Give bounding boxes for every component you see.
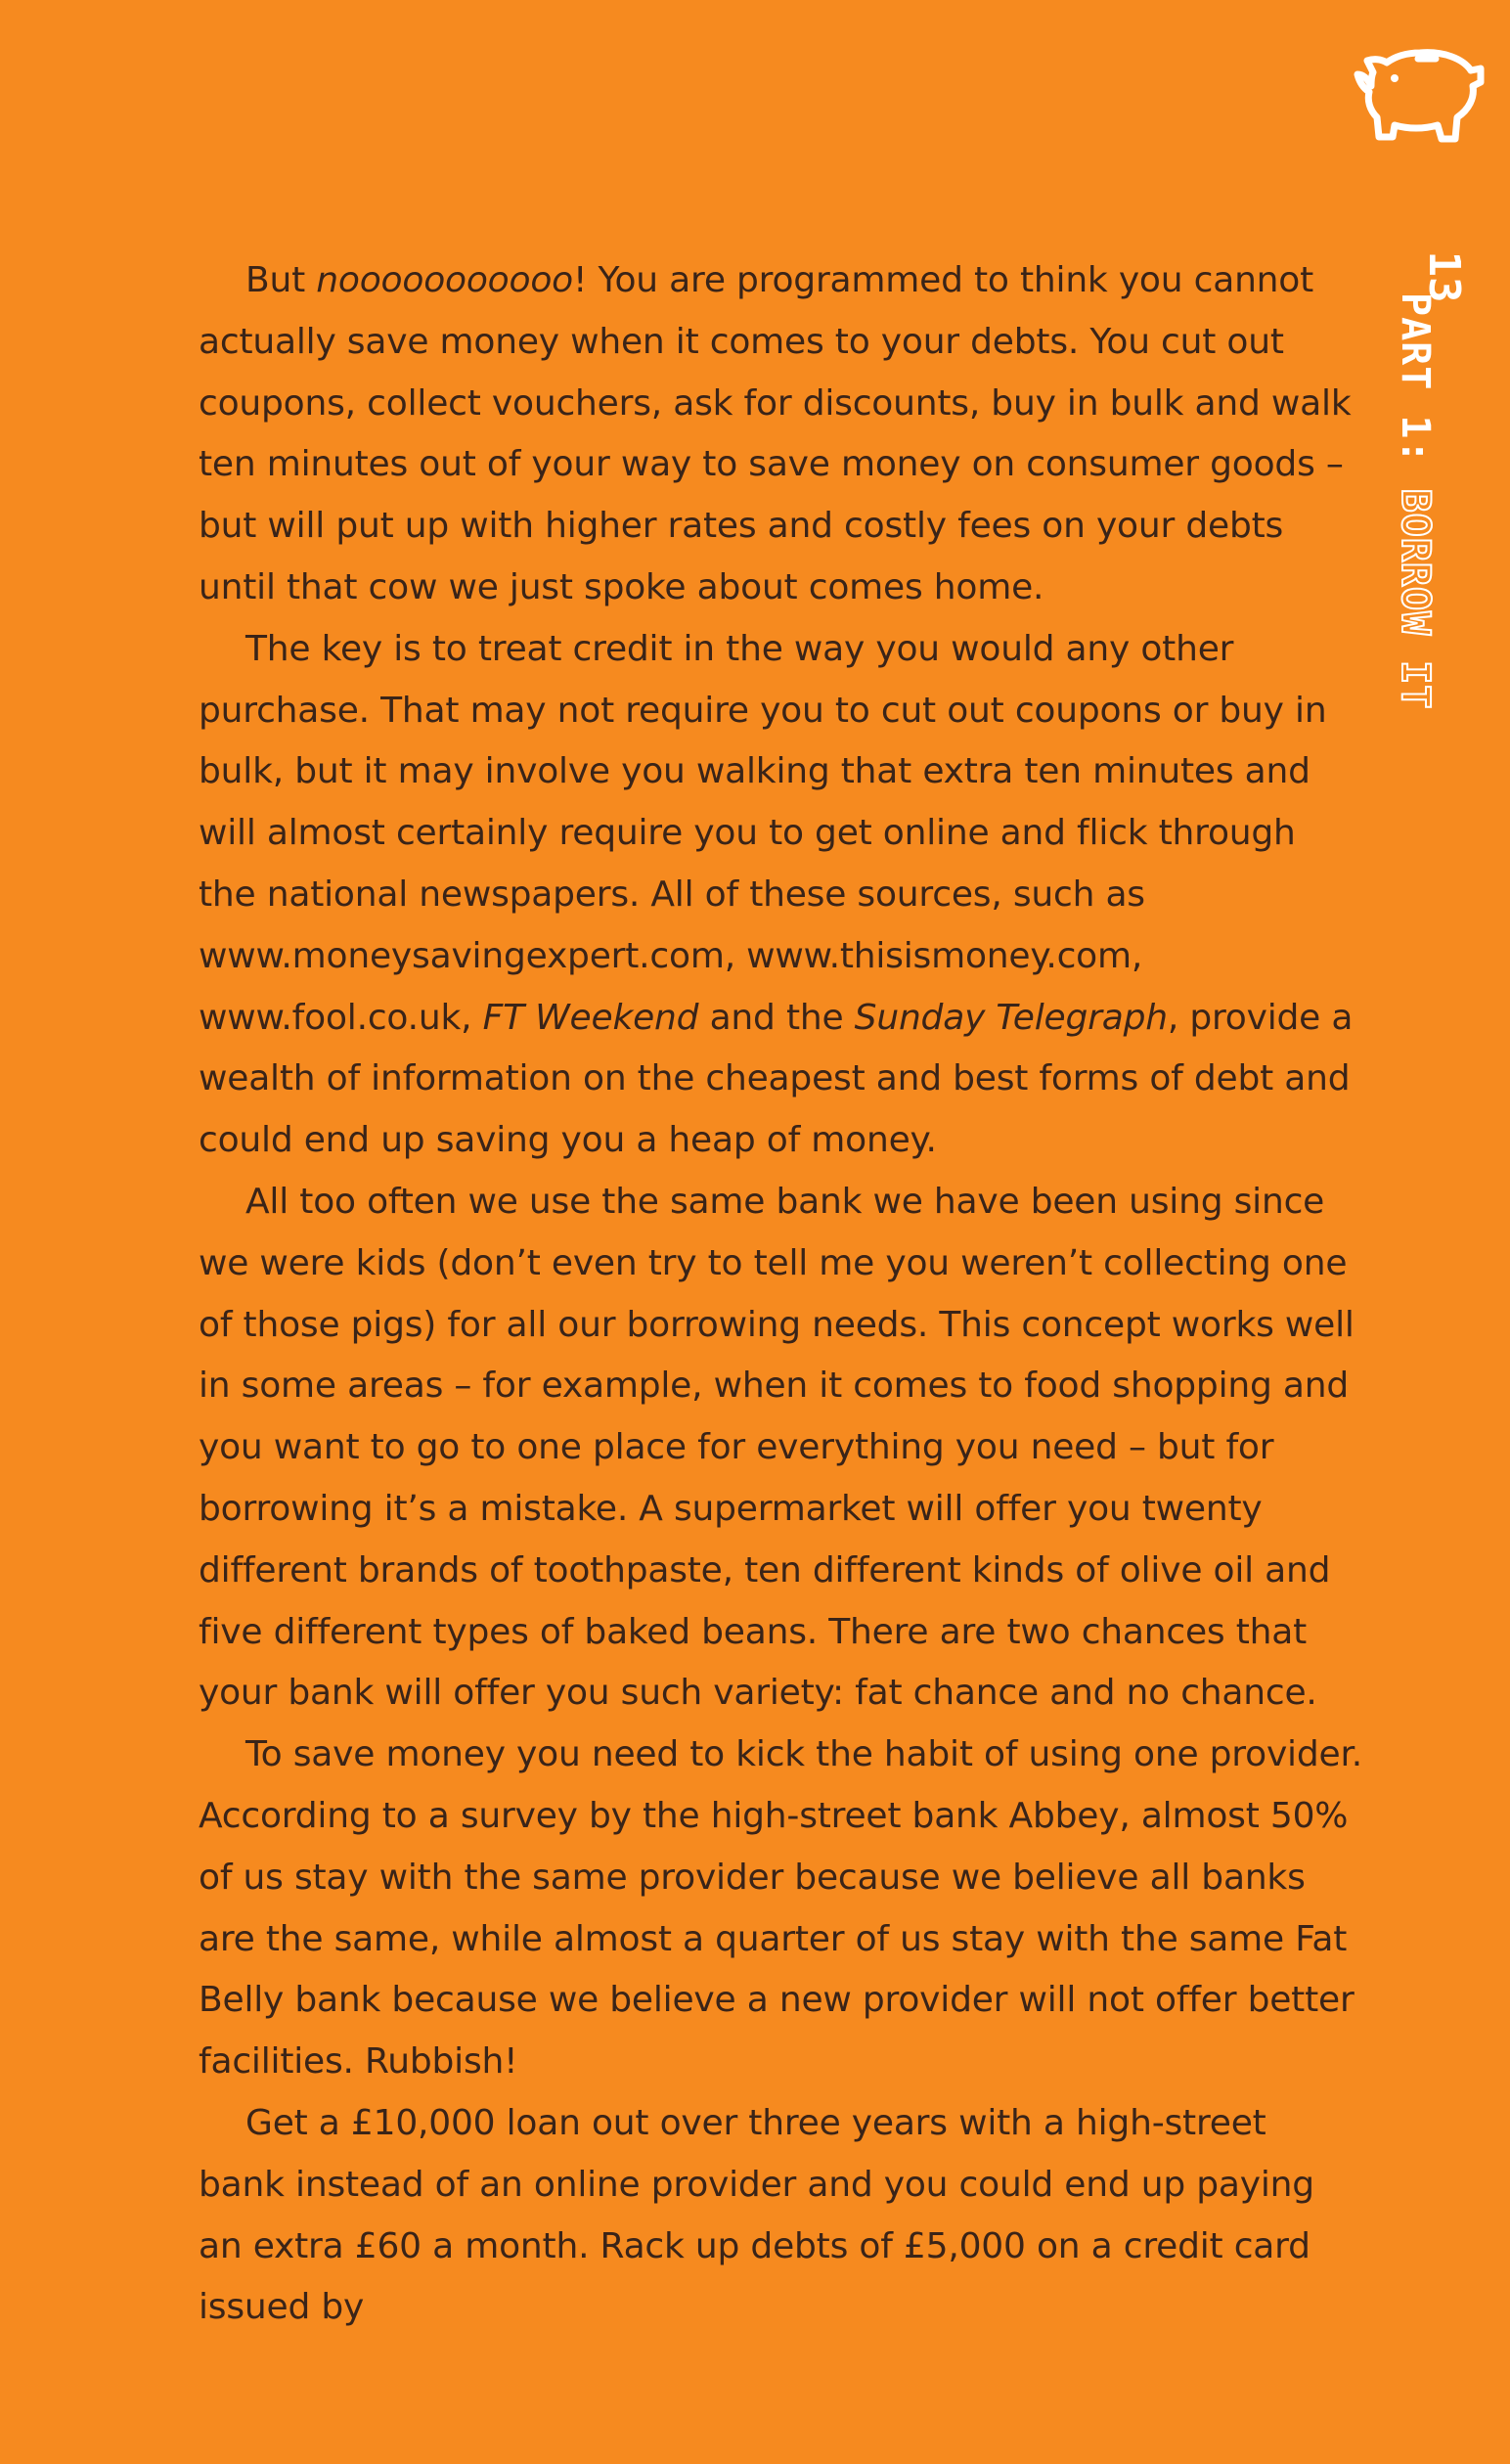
paragraph-4: To save money you need to kick the habit of using one provider. According to a survey by the high-street bank Abbey, almost 50% of us stay with the same provider because we believe all banks are the same, while almost a quarter of us stay with the same Fat Belly bank because we believe a new provider will not offer better facilities. Rubbish! xyxy=(199,1734,1362,2083)
paragraph-3: All too often we use the same bank we have been using since we were kids (don’t even try to tell me you weren’t collecting one of those pigs) for all our borrowing needs. This concept works well in some areas – for example, when it comes to food shopping and you want to go to one place for everything you need – but for borrowing it’s a mistake. A supermarket will offer you twenty different brands of toothpaste, ten different kinds of olive oil and five different types of baked beans. There are two chances that your bank will offer you such variety: fat chance and no chance. xyxy=(199,1181,1355,1714)
paragraph-text: , provide a wealth of information on the cheapest and best forms of debt and could end up saving you a heap of money. xyxy=(199,997,1354,1161)
paragraph-text: and the xyxy=(698,997,855,1038)
page-number: 13 xyxy=(1419,250,1469,303)
emphasis-text: FT Weekend xyxy=(482,997,699,1038)
paragraph-1 xyxy=(199,250,1362,619)
piggy-bank-icon xyxy=(1350,39,1487,157)
emphasis-text: Sunday Telegraph xyxy=(854,997,1168,1038)
paragraph-text: ! You are programmed to think you cannot actually save money when it comes to your debts. You cut out coupons, collect vouchers, ask for discounts, buy in bulk and walk ten minutes out of your way to save money on consumer goods – but will put up with higher rates and costly fees on your debts until that cow we just spoke about comes home. xyxy=(199,260,1352,607)
chapter-spine xyxy=(1393,250,1474,710)
paragraph-5: Get a £10,000 loan out over three years with a high-street bank instead of an online provider and you could end up paying an extra £60 a month. Rack up debts of £5,000 on a credit card issued by xyxy=(199,2102,1314,2328)
running-header xyxy=(1387,292,1443,709)
part-label: PART 1: xyxy=(1393,292,1438,489)
paragraph-2 xyxy=(199,619,1362,1172)
section-label: BORROW IT xyxy=(1393,488,1438,710)
emphasis-text: nooooooooooo xyxy=(316,260,573,300)
paragraph-text: The key is to treat credit in the way you would any other purchase. That may not require you to cut out coupons or buy in bulk, but it may involve you walking that extra ten minutes and will almost certainly require you to get online and flick through the national newspapers. All of these sources, such as www.moneysavingexpert.com, www.thisismoney.com, www.fool.co.uk, xyxy=(199,628,1327,1038)
body-text xyxy=(199,250,1362,2339)
paragraph-text: But xyxy=(245,260,317,300)
